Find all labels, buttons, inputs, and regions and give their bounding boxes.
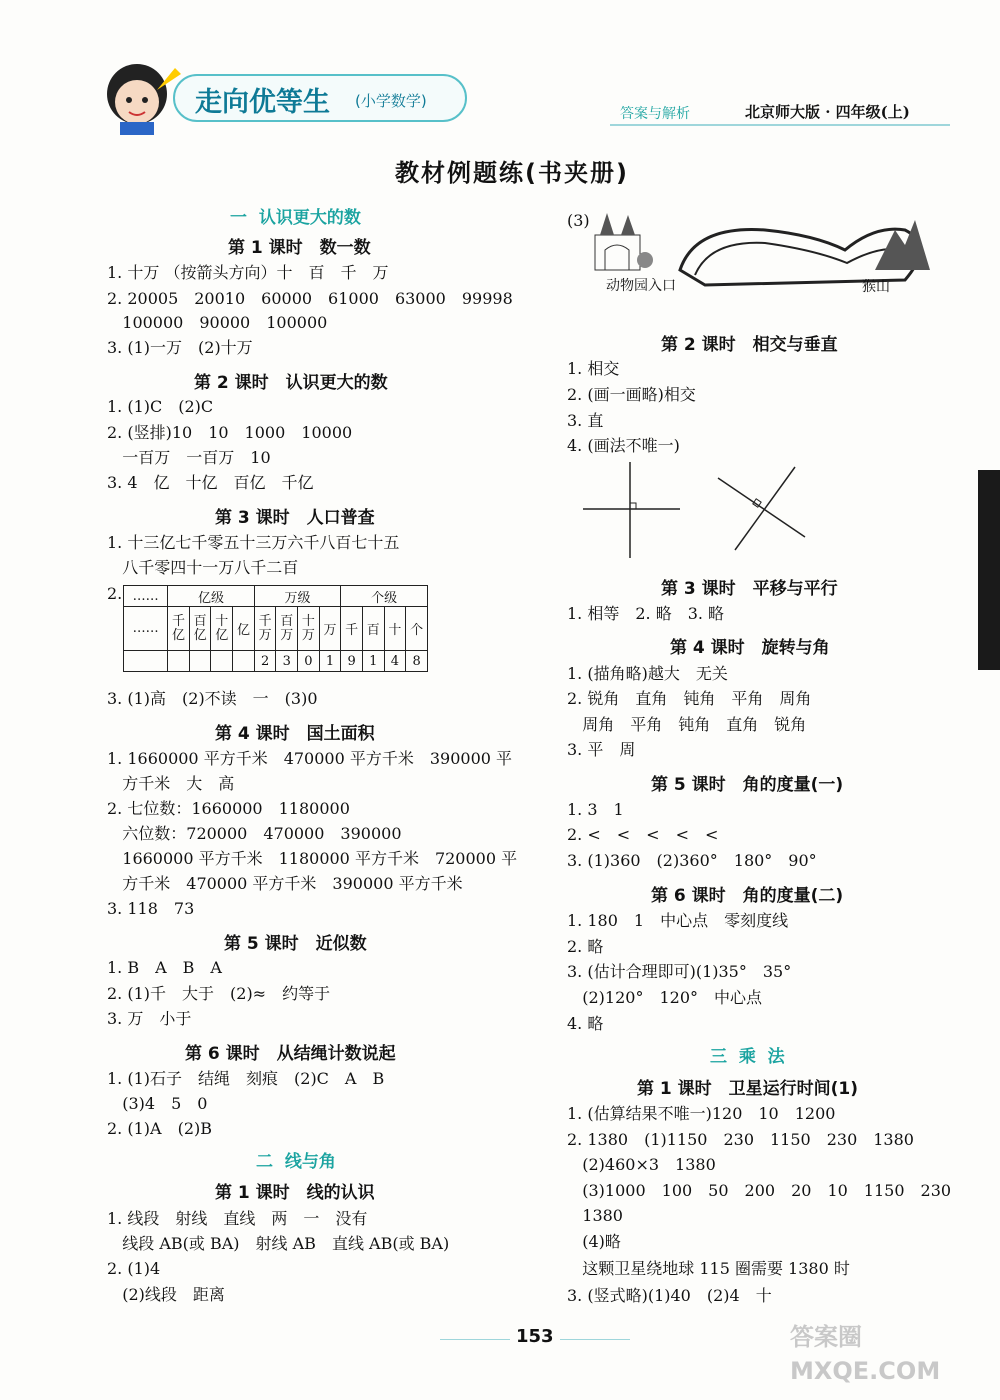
- answer-line: 1. (描角略)越大 无关: [567, 664, 728, 683]
- answer-line: (3)4 5 0: [107, 1094, 208, 1113]
- answer-line: 3. 118 73: [107, 899, 195, 918]
- perpendicular-lines-figure: [580, 462, 840, 562]
- answer-line: (2)线段 距离: [107, 1285, 225, 1304]
- table-cell: 1: [362, 651, 384, 672]
- answer-line: 3. (估计合理即可)(1)35° 35°: [567, 962, 792, 981]
- table-row: [124, 651, 428, 672]
- table-cell: [124, 651, 168, 672]
- answer-line: 3. (1)一万 (2)十万: [107, 338, 253, 357]
- lesson-heading: 第 5 课时 角的度量(一): [651, 775, 844, 795]
- answer-line: 线段 AB(或 BA) 射线 AB 直线 AB(或 BA): [107, 1234, 450, 1253]
- answer-line: 4. 略: [567, 1014, 604, 1033]
- answer-line: 2. (1)4: [107, 1259, 161, 1278]
- lesson-heading: 第 3 课时 人口普查: [215, 508, 375, 528]
- table-cell: 4: [384, 651, 406, 672]
- table-cell: 2: [254, 651, 276, 672]
- answer-line: 2. (1)A (2)B: [107, 1119, 212, 1138]
- table-cell: 万级: [254, 586, 341, 607]
- answer-line: 2. (画一画略)相交: [567, 385, 696, 404]
- table-cell: 0: [298, 651, 320, 672]
- answer-line: 1. 十三亿七千零五十三万六千八百七十五: [107, 533, 400, 552]
- table-cell: 百万: [276, 607, 298, 651]
- table-cell: 1: [319, 651, 341, 672]
- answer-line: 1. (估算结果不唯一)120 10 1200: [567, 1104, 836, 1123]
- lesson-heading: 第 4 课时 国土面积: [215, 724, 375, 744]
- table-row: [124, 586, 428, 607]
- lesson-heading: 第 2 课时 认识更大的数: [194, 373, 388, 393]
- answer-line: 六位数：720000 470000 390000: [107, 824, 402, 843]
- answer-line: 3. (1)高 (2)不读 一 (3)0: [107, 689, 318, 708]
- lesson-heading: 第 5 课时 近似数: [224, 934, 367, 954]
- answer-line: 3. 4 亿 十亿 百亿 千亿: [107, 473, 314, 492]
- side-tab-marker: [978, 470, 1000, 670]
- section-heading: 三 乘 法: [710, 1047, 785, 1067]
- map-label-zoo-entrance: 动物园入口: [606, 278, 676, 294]
- table-cell: [189, 651, 211, 672]
- header-banner: [95, 60, 475, 130]
- table-cell: 千万: [254, 607, 276, 651]
- map-label-monkey-hill: 猴山: [862, 279, 890, 295]
- table-cell: 个级: [341, 586, 428, 607]
- answer-line: 这颗卫星绕地球 115 圈需要 1380 时: [567, 1259, 850, 1278]
- place-value-table: [123, 585, 428, 672]
- answer-line: 1. 3 1: [567, 800, 624, 819]
- answer-line: 3. 直: [567, 411, 604, 430]
- table-cell: 十亿: [211, 607, 233, 651]
- answer-line: 3. 万 小于: [107, 1009, 192, 1028]
- answer-line: 2. (1)千 大于 (2)≈ 约等于: [107, 984, 331, 1003]
- answer-line: 2. 1380 (1)1150 230 1150 230 1380: [567, 1130, 914, 1149]
- answer-line: 1. 相交: [567, 359, 620, 378]
- lesson-heading: 第 6 课时 从结绳计数说起: [185, 1044, 396, 1064]
- answer-line: 100000 90000 100000: [107, 313, 328, 332]
- answer-line: (2)460×3 1380: [567, 1155, 716, 1174]
- page-number: 153: [516, 1326, 554, 1347]
- answer-line: 1. 1660000 平方千米 470000 平方千米 390000 平: [107, 749, 513, 768]
- lesson-heading: 第 3 课时 平移与平行: [661, 579, 838, 599]
- answer-line: 2. 略: [567, 937, 604, 956]
- answer-line: 4. (画法不唯一): [567, 436, 680, 455]
- answer-line: 2.: [107, 584, 123, 603]
- answer-line: 1. (1)C (2)C: [107, 397, 214, 416]
- table-cell: 8: [406, 651, 428, 672]
- table-cell: 千亿: [168, 607, 190, 651]
- table-row: [124, 607, 428, 651]
- table-cell: 3: [276, 651, 298, 672]
- answer-line: 2. (竖排)10 10 1000 10000: [107, 423, 353, 442]
- lesson-heading: 第 2 课时 相交与垂直: [661, 335, 838, 355]
- header-tag: 答案与解析: [620, 106, 690, 122]
- table-cell: 十: [384, 607, 406, 651]
- table-cell: [211, 651, 233, 672]
- footer-rule-right: [560, 1339, 630, 1340]
- brand-subtitle: (小学数学): [355, 92, 427, 110]
- answer-line: 1. 相等 2. 略 3. 略: [567, 604, 725, 623]
- answer-line: 2. < < < < <: [567, 825, 719, 844]
- answer-line: (4)略: [567, 1232, 621, 1251]
- monkey-hill-icon: [875, 220, 930, 270]
- answer-line: (2)120° 120° 中心点: [567, 988, 763, 1007]
- section-heading: 二 线与角: [256, 1152, 336, 1172]
- answer-line: 1. 180 1 中心点 零刻度线: [567, 911, 789, 930]
- answer-line: (3): [567, 211, 590, 230]
- table-cell: 个: [406, 607, 428, 651]
- table-cell: 9: [341, 651, 363, 672]
- table-cell: 亿级: [168, 586, 255, 607]
- table-cell: ……: [124, 586, 168, 607]
- answer-line: 1660000 平方千米 1180000 平方千米 720000 平: [107, 849, 518, 868]
- answer-line: 2. 七位数：1660000 1180000: [107, 799, 350, 818]
- answer-line: 1. 十万 （按箭头方向）十 百 千 万: [107, 263, 389, 282]
- answer-line: 3. (1)360 (2)360° 180° 90°: [567, 851, 817, 870]
- zoo-gate-icon: [595, 213, 653, 270]
- answer-line: 1. 线段 射线 直线 两 一 没有: [107, 1209, 368, 1228]
- lesson-heading: 第 1 课时 数一数: [228, 238, 371, 258]
- lesson-heading: 第 1 课时 线的认识: [215, 1183, 375, 1203]
- answer-line: 1380: [567, 1206, 623, 1225]
- brand-title: 走向优等生: [195, 87, 330, 118]
- table-cell: 亿: [233, 607, 255, 651]
- watermark-logo: 答案圈 MXQE.COM: [790, 1323, 941, 1385]
- answer-line: 2. 20005 20010 60000 61000 63000 99998: [107, 289, 513, 308]
- lesson-heading: 第 1 课时 卫星运行时间(1): [637, 1079, 859, 1099]
- answer-line: 2. 锐角 直角 钝角 平角 周角: [567, 689, 812, 708]
- lesson-heading: 第 4 课时 旋转与角: [670, 638, 830, 658]
- table-cell: ……: [124, 607, 168, 651]
- table-cell: 万: [319, 607, 341, 651]
- section-heading: 一 认识更大的数: [230, 208, 361, 228]
- answer-line: 八千零四十一万八千二百: [107, 558, 299, 577]
- answer-line: 方千米 大 高: [107, 774, 235, 793]
- page-title: 教材例题练(书夹册): [395, 159, 629, 187]
- table-cell: 千: [341, 607, 363, 651]
- table-cell: [233, 651, 255, 672]
- lesson-heading: 第 6 课时 角的度量(二): [651, 886, 844, 906]
- table-cell: [168, 651, 190, 672]
- header-rule: [610, 124, 950, 126]
- answer-line: (3)1000 100 50 200 20 10 1150 230: [567, 1181, 952, 1200]
- answer-line: 3. (竖式略)(1)40 (2)4 十: [567, 1286, 772, 1305]
- table-cell: 百亿: [189, 607, 211, 651]
- answer-line: 一百万 一百万 10: [107, 448, 271, 467]
- answer-line: 周角 平角 钝角 直角 锐角: [567, 715, 807, 734]
- answer-line: 1. B A B A: [107, 958, 222, 977]
- footer-rule-left: [440, 1339, 510, 1340]
- header-edition: 北京师大版 · 四年级(上): [745, 103, 910, 121]
- answer-line: 3. 平 周: [567, 740, 636, 759]
- answer-line: 1. (1)石子 结绳 刻痕 (2)C A B: [107, 1069, 385, 1088]
- table-cell: 百: [362, 607, 384, 651]
- table-cell: 十万: [298, 607, 320, 651]
- answer-line: 方千米 470000 平方千米 390000 平方千米: [107, 874, 463, 893]
